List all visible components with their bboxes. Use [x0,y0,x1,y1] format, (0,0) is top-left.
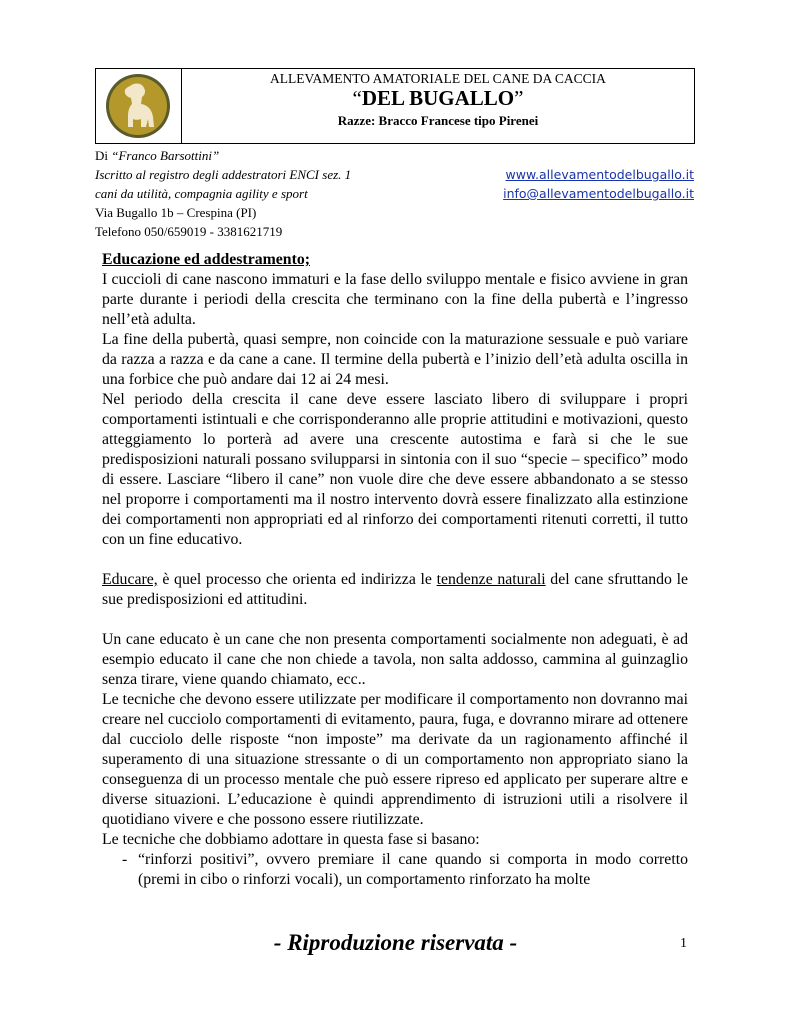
kennel-name: “DEL BUGALLO” [352,86,524,110]
page-number: 1 [680,936,687,951]
paragraph-4: Educare, è quel processo che orienta ed indirizza le tendenze naturali del cane sfruttando le sue predisposizioni ed attitudini. [102,571,689,608]
contacts-block [503,165,694,203]
list-item: - “rinforzi positivi”, ovvero premiare il cane quando si comporta in modo corretto (premi in cibo o rinforzi vocali), un comportamento rinforzato ha molte [122,851,688,888]
author-specialties: cani da utilità, compagnia agility e sport [95,186,308,201]
paragraph-2: La fine della pubertà, quasi sempre, non coincide con la maturazione sessuale e può variare da razza a razza e da cane a cane. Il termine della pubertà e l’inizio dell’età adulta oscilla in una forbice che può andare dai 12 ai 24 mesi. [102,331,688,388]
paragraph-5: Un cane educato è un cane che non presenta comportamenti socialmente non adeguati, è ad esempio educato il cane che non chiede a tavola, non salta addosso, cammina al guinzaglio senza tirare, viene quando chiamato, ecc.. [102,631,688,688]
section-heading: Educazione ed addestramento; [102,251,310,268]
author-phone: Telefono 050/659019 - 3381621719 [95,224,283,239]
logo-cell [96,69,182,143]
paragraph-1: I cuccioli di cane nascono immaturi e la fase dello sviluppo mentale e fisico avviene in gran parte durante i periodi della crescita che terminano con la fine della pubertà e l’ingresso nell’età adulta. [102,271,688,328]
letterhead-box [95,68,695,144]
dog-silhouette-icon [104,72,172,140]
author-block: Di “Franco Barsottini” Iscritto al registro degli addestratori ENCI sez. 1 cani da utilità, compagnia agility e sport Via Bugallo 1b – Crespina (PI) Telefono 050/659019 - 3381621719 [95,148,352,239]
paragraph-3: Nel periodo della crescita il cane deve essere lasciato libero di sviluppare i propri comportamenti istintuali e che corrisponderanno alle proprie attitudini e motivazioni, questo atteggiamento lo porterà ad avere una crescente autostima e farà si che le sue predisposizioni naturali possano svilupparsi in sintonia con il suo “specie – specifico” modo di essere. Lasciare “libero il cane” non vuole dire che deve essere abbandonato a se stesso nel proporre i comportamenti ma il nostro intervento dovrà essere finalizzato alla estinzione dei comportamenti non appropriati ed al rinforzo dei comportamenti ritenuti corretti, il tutto con un fine educativo. [102,391,688,548]
author-name: “Franco Barsottini” [111,148,220,163]
document-body [102,250,688,890]
kennel-subtitle: ALLEVAMENTO AMATORIALE DEL CANE DA CACCIA [270,71,606,86]
paragraph-6: Le tecniche che devono essere utilizzate per modificare il comportamento non dovranno mai creare nel cucciolo comportamenti di evitamento, paura, fuga, e dovranno mirare ad ottenere dal cucciolo delle risposte “non imposte” ma derivate da un ragionamento affinché il superamento di una situazione stressante o di un comportamento non appropriato siano la conseguenza di un processo mentale che può essere ripreso ed applicato per superare altre e diverse situazioni. L’educazione è quindi apprendimento di istruzioni utili a risolvere il quotidiano vivere e che possono essere riutilizzate. [102,691,688,828]
footer-notice: - Riproduzione riservata - [273,930,518,955]
email-link[interactable]: info@allevamentodelbugallo.it [503,186,694,201]
paragraph-7: Le tecniche che dobbiamo adottare in questa fase si basano: [102,831,480,848]
letterhead-title [182,69,694,143]
website-link[interactable]: www.allevamentodelbugallo.it [505,167,694,182]
author-registration: Iscritto al registro degli addestratori ENCI sez. 1 [95,167,352,182]
breed-line: Razze: Bracco Francese tipo Pirenei [337,113,539,128]
author-address: Via Bugallo 1b – Crespina (PI) [95,205,257,220]
